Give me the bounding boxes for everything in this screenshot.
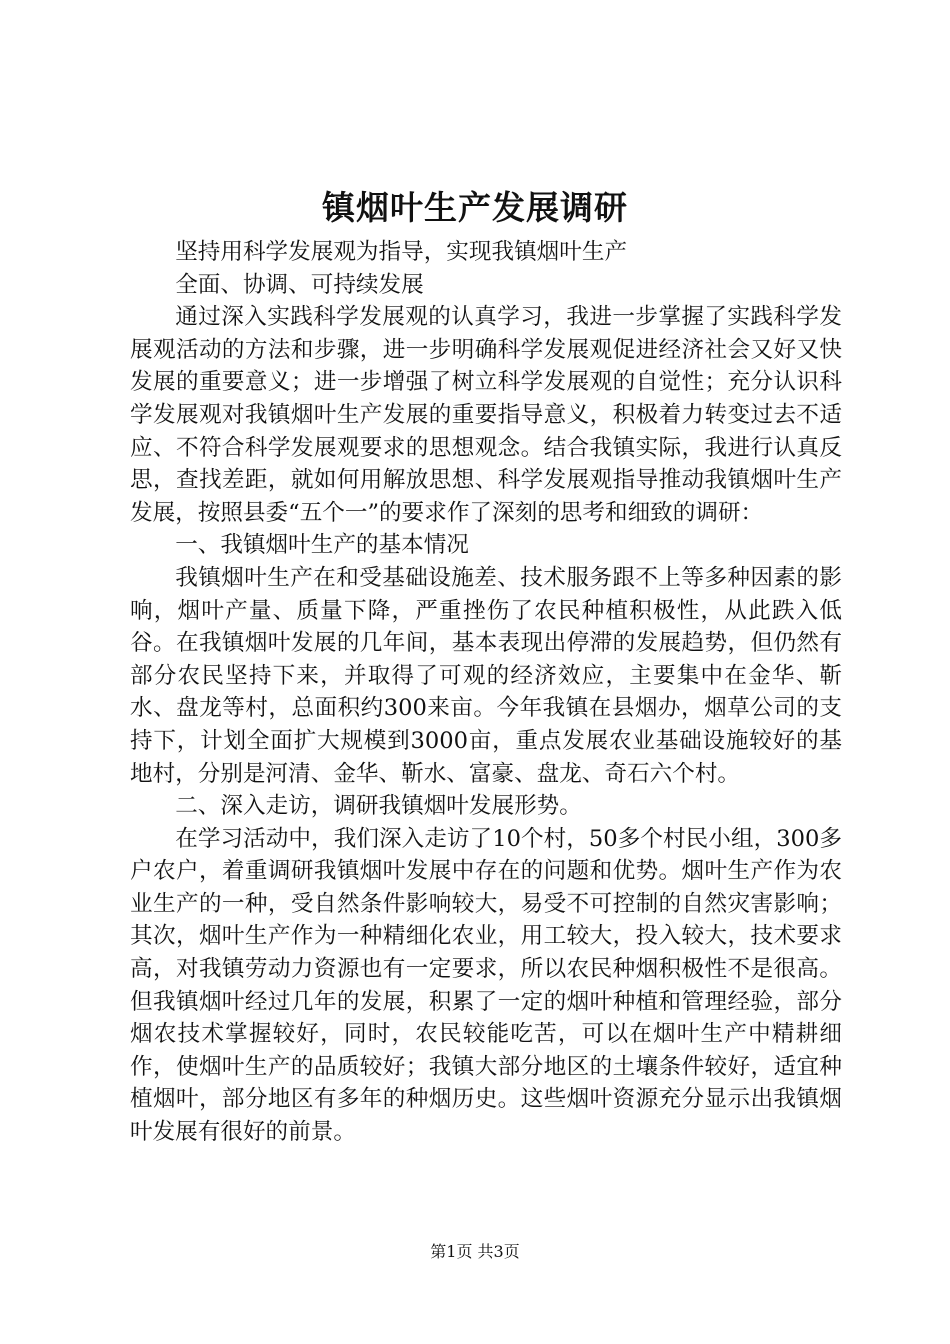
- document-title: 镇烟叶生产发展调研: [322, 188, 628, 227]
- section-heading-2: 二、深入走访，调研我镇烟叶发展形势。: [175, 793, 582, 820]
- section-1-paragraph: 我镇烟叶生产在和受基础设施差、技术服务跟不上等多种因素的影响，烟叶产量、质量下降，严重挫伤了农民种植积极性，从此跌入低谷。在我镇烟叶发展的几年间，基本表现出停滞的发展趋势，但仍然有部分农民坚持下来，并取得了可观的经济效应，主要集中在金华、靳水、盘龙等村，总面积约300来亩。今年我镇在县烟办，烟草公司的支持下，计划全面扩大规模到3000亩，重点发展农业基础设施较好的基地村，分别是河清、金华、靳水、富豪、盘龙、奇石六个村。: [130, 564, 842, 787]
- section-2-paragraph: 在学习活动中，我们深入走访了10个村，50多个村民小组，300多户农户，着重调研我镇烟叶发展中存在的问题和优势。烟叶生产作为农业生产的一种，受自然条件影响较大，易受不可控制的自然灾害影响；其次，烟叶生产作为一种精细化农业，用工较大，投入较大，技术要求高，对我镇劳动力资源也有一定要求，所以农民种烟积极性不是很高。但我镇烟叶经过几年的发展，积累了一定的烟叶种植和管理经验，部分烟农技术掌握较好，同时，农民较能吃苦，可以在烟叶生产中精耕细作，使烟叶生产的品质较好；我镇大部分地区的土壤条件较好，适宜种植烟叶，部分地区有多年的种烟历史。这些烟叶资源充分显示出我镇烟叶发展有很好的前景。: [130, 825, 842, 1146]
- document-body: [130, 236, 842, 1149]
- intro-paragraph: 通过深入实践科学发展观的认真学习，我进一步掌握了实践科学发展观活动的方法和步骤，进一步明确科学发展观促进经济社会又好又快发展的重要意义；进一步增强了树立科学发展观的自觉性；充分认识科学发展观对我镇烟叶生产发展的重要指导意义，积极着力转变过去不适应、不符合科学发展观要求的思想观念。结合我镇实际，我进行认真反思，查找差距，就如何用解放思想、科学发展观指导推动我镇烟叶生产发展，按照县委“五个一”的要求作了深刻的思考和细致的调研：: [130, 304, 842, 526]
- page-footer: 第1页 共3页: [430, 1242, 520, 1261]
- subtitle-line-1: 坚持用科学发展观为指导，实现我镇烟叶生产: [175, 239, 628, 265]
- section-heading-1: 一、我镇烟叶生产的基本情况: [175, 532, 469, 559]
- subtitle-line-2: 全面、协调、可持续发展: [175, 271, 424, 298]
